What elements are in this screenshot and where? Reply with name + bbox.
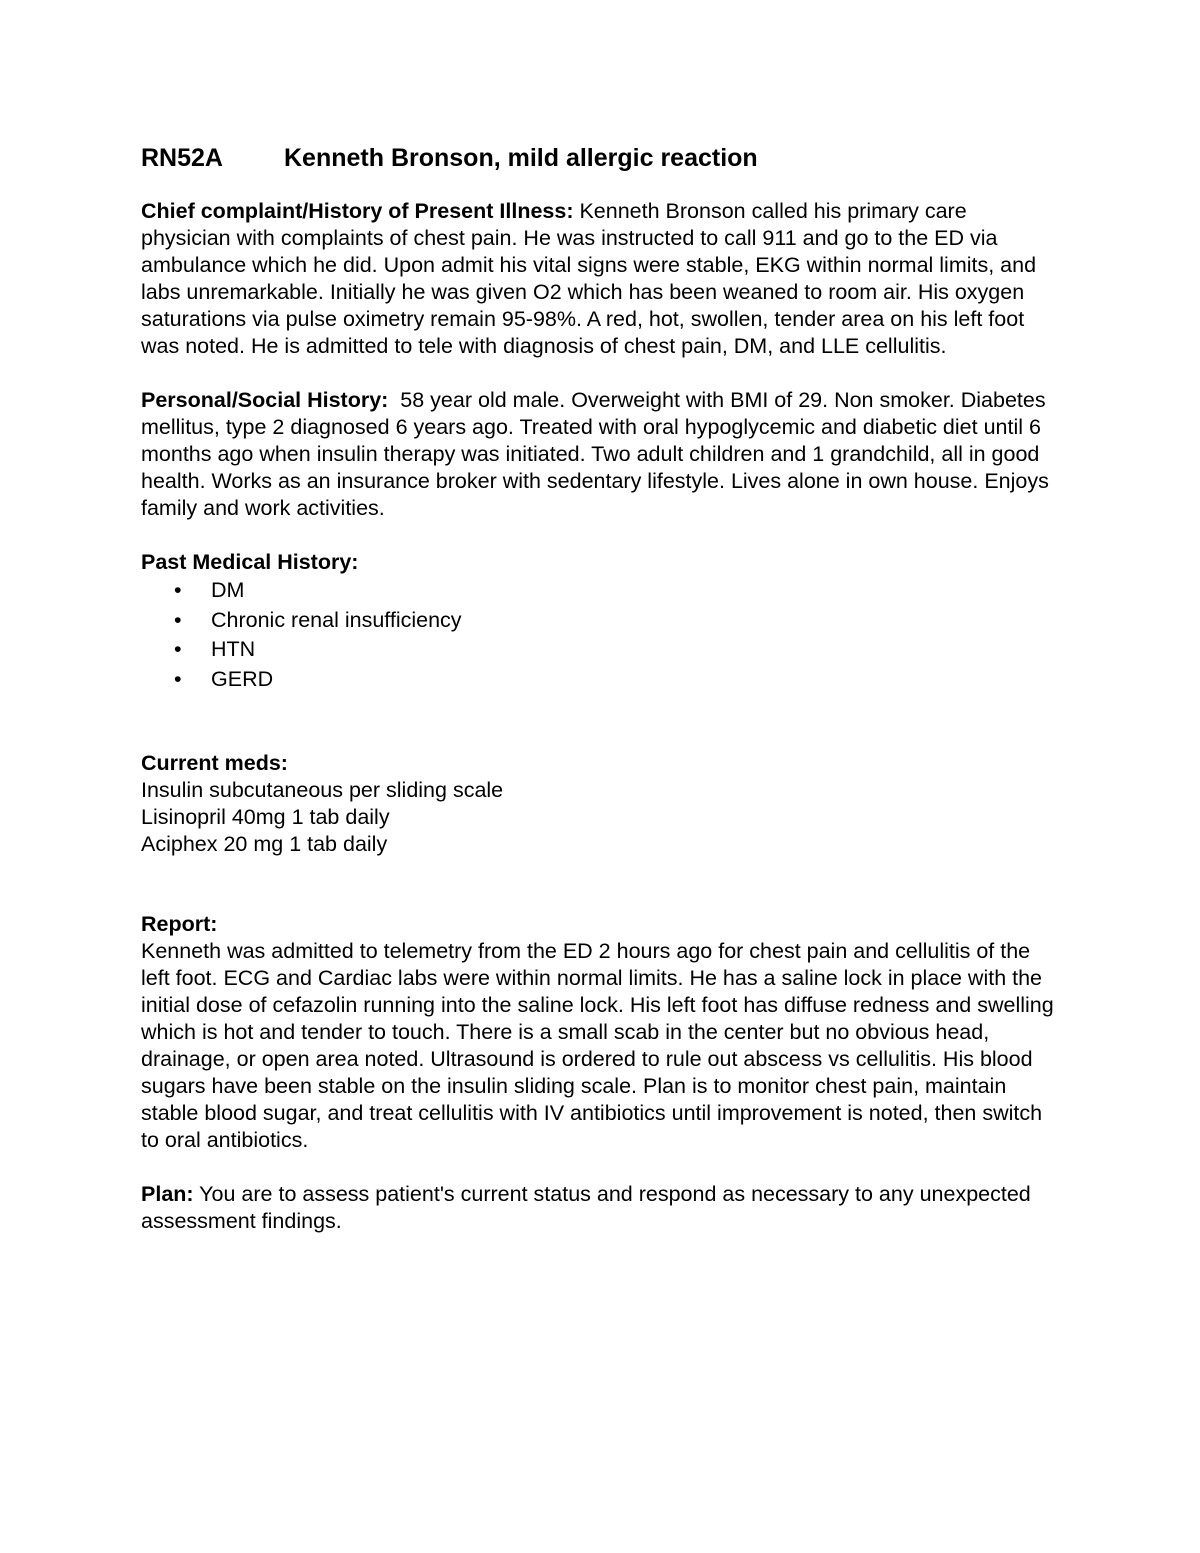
document-title — [141, 142, 1061, 174]
document-code: RN52A — [141, 144, 223, 172]
med-item: Insulin subcutaneous per sliding scale — [141, 778, 504, 802]
spacer — [141, 858, 1061, 911]
plan-label: Plan: — [141, 1182, 194, 1206]
plan-section — [141, 1181, 1061, 1235]
report-section — [141, 911, 1061, 1154]
med-item: Aciphex 20 mg 1 tab daily — [141, 832, 388, 856]
personal-social-label: Personal/Social History: — [141, 388, 389, 412]
bullet-icon: • — [174, 637, 182, 661]
list-item — [141, 665, 1061, 695]
list-item-text: DM — [211, 578, 245, 602]
personal-social-text: 58 year old male. Overweight with BMI of 29. Non smoker. Diabetes mellitus, type 2 diagnosed 6 years ago. Treated with oral hypoglycemic and diabetic diet until 6 months ago when insulin therapy was initiated. Two adult children and 1 grandchild, all in good health. Works as an insurance broker with sedentary lifestyle. Lives alone in own house. Enjoys family and work activities. — [141, 388, 1049, 520]
plan-paragraph — [141, 1181, 1061, 1235]
past-medical-section — [141, 549, 1061, 694]
past-medical-list — [141, 576, 1061, 694]
spacer — [141, 694, 1061, 750]
bullet-icon: • — [174, 607, 182, 632]
list-item — [141, 606, 1061, 636]
list-item — [141, 635, 1061, 665]
chief-complaint-section — [141, 198, 1061, 360]
chief-complaint-paragraph — [141, 198, 1061, 360]
bullet-icon: • — [174, 666, 182, 691]
personal-social-paragraph — [141, 387, 1061, 522]
current-meds-label: Current meds: — [141, 751, 288, 775]
report-text: Kenneth was admitted to telemetry from the ED 2 hours ago for chest pain and cellulitis of the left foot. ECG and Cardiac labs were within normal limits. He has a saline lock in place with the initial dose of cefazolin running into the saline lock. His left foot has diffuse redness and swelling which is hot and tender to touch. There is a small scab in the center but no obvious head, drainage, or open area noted. Ultrasound is ordered to rule out abscess vs cellulitis. His blood sugars have been stable on the insulin sliding scale. Plan is to monitor chest pain, maintain stable blood sugar, and treat cellulitis with IV antibiotics until improvement is noted, then switch to oral antibiotics. — [141, 939, 1054, 1152]
list-item-text: GERD — [211, 666, 274, 691]
bullet-icon: • — [174, 578, 182, 602]
list-item-text: Chronic renal insufficiency — [211, 607, 462, 632]
chief-complaint-label: Chief complaint/History of Present Illness: — [141, 199, 574, 223]
med-item: Lisinopril 40mg 1 tab daily — [141, 805, 390, 829]
past-medical-label: Past Medical History: — [141, 550, 359, 574]
chief-complaint-text: Kenneth Bronson called his primary care physician with complaints of chest pain. He was instructed to call 911 and go to the ED via ambulance which he did. Upon admit his vital signs were stable, EKG within normal limits, and labs unremarkable. Initially he was given O2 which has been weaned to room air. His oxygen saturations via pulse oximetry remain 95-98%. A red, hot, swollen, tender area on his left foot was noted. He is admitted to tele with diagnosis of chest pain, DM, and LLE cellulitis. — [141, 199, 1037, 358]
personal-social-section — [141, 387, 1061, 522]
list-item — [141, 576, 1061, 606]
current-meds-section — [141, 750, 1061, 858]
list-item-text: HTN — [211, 637, 256, 661]
plan-text: You are to assess patient's current status and respond as necessary to any unexpected assessment findings. — [141, 1182, 1031, 1233]
document-title-text: Kenneth Bronson, mild allergic reaction — [284, 144, 758, 172]
report-label: Report: — [141, 912, 218, 936]
document-page — [141, 142, 1061, 1235]
